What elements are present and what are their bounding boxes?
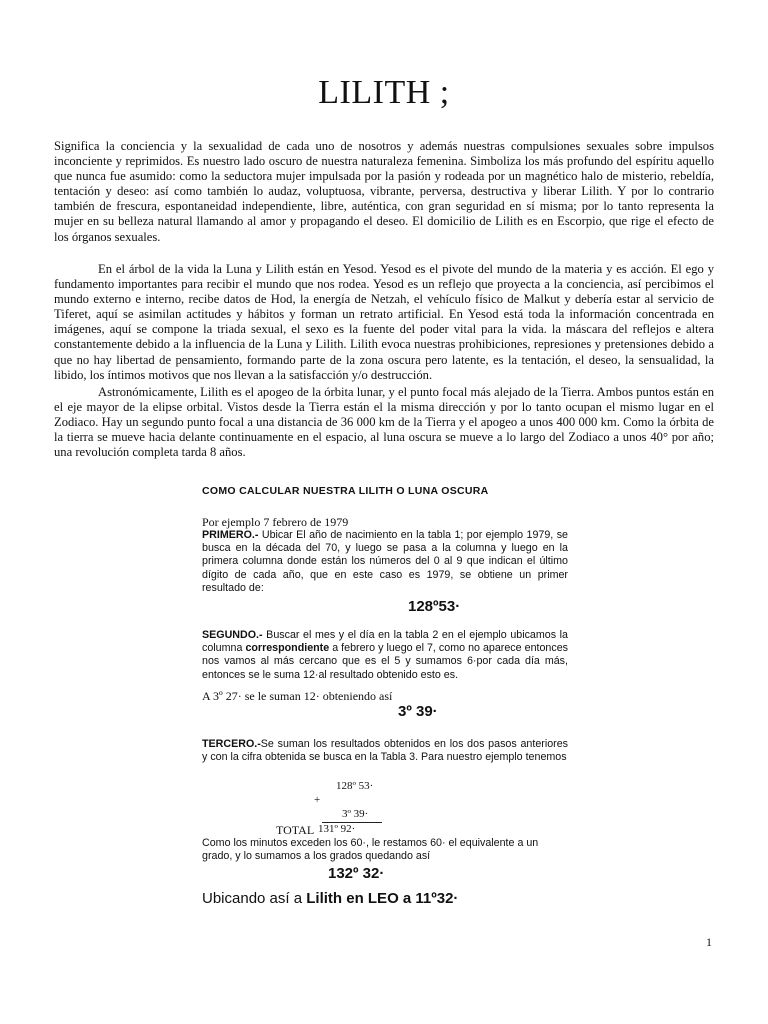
step-three (202, 738, 568, 764)
step-two-text-b: a febrero y luego el 7, como no aparece entonces nos vamos al más cercano que es el 5 y sumamos 6·por cada día más, entonces se le suma 12·al resultado obtenido esto es. (202, 642, 569, 681)
step-three-label: TERCERO.- (202, 738, 261, 750)
result-two: 3º 39· (398, 703, 438, 720)
step-two-line: A 3º 27· se le suman 12· obteniendo así (202, 689, 393, 703)
sum-total-value: 131º 92· (318, 823, 356, 835)
result-three: 132º 32· (328, 865, 385, 882)
final-bold: Lilith en LEO a 11º32· (306, 890, 459, 907)
step-one-text: Ubicar El año de nacimiento en la tabla 1; por ejemplo 1979, se busca en la década del 70, y luego se pasa a la columna y luego en la primera columna donde están los números del 0 al 9 que indican el último dígito de cada año, que en este caso es 1979, se obtiene un primer resultado de: (202, 529, 568, 594)
sum-operand-b: 3º 39· (342, 808, 369, 820)
minutes-note: Como los minutos exceden los 60·, le restamos 60· el equivalente a un grado, y lo sumamos a los grados quedando así (202, 837, 539, 863)
page-number: 1 (706, 935, 712, 949)
sum-table (202, 780, 572, 840)
sum-total-label: TOTAL (276, 823, 315, 837)
paragraph-3: Astronómicamente, Lilith es el apogeo de la órbita lunar, y el punto focal más alejado de la Tierra. Ambos puntos están en el eje mayor de la elipse orbital. Vistos desde la Tierra están el la misma dirección y por lo tanto ocupan el mismo lugar en el Zodiaco. Hay un segundo punto focal a una distancia de 36 000 km de la Tierra y el apogeo a unos 400 000 km. Como la órbita de la tierra se mueve hacia delante continuamente en el espacio, al luna oscura se mueve a lo largo del Zodiaco a unos 40° por año; una revolución completa tarda 8 años. (54, 385, 714, 460)
step-two-bold: correspondiente (245, 642, 330, 655)
step-one-label: PRIMERO.- (202, 529, 259, 541)
final-prefix: Ubicando así a (202, 890, 307, 907)
step-one (202, 529, 568, 595)
sum-operand-a: 128º 53· (336, 780, 374, 792)
step-two-label: SEGUNDO.- (202, 629, 263, 641)
calc-example: Por ejemplo 7 febrero de 1979 (202, 515, 349, 529)
paragraph-2: En el árbol de la vida la Luna y Lilith están en Yesod. Yesod es el pivote del mundo de la materia y es acción. El ego y fundamento importantes para recibir el mundo que nos rodea. Yesod es un reflejo que proyecta a la conciencia, así percibimos el mundo externo e interno, recibe datos de Hod, la energía de Netzah, el vehículo físico de Malkut y debería estar al servicio de Tiferet, aquí se asimilan actitudes y hábitos y forman un retrato artificial. En Yesod está toda la información concentrada en imágenes, aquí se compone la triada sexual, el sexo es la fuente del poder vital para la vida. la máscara del reflejos e altera constantemente debido a la influencia de la Luna y Lilith. Lilith evoca nuestras prohibiciones, represiones y pretensiones debido a que no hay libertad de pensamiento, formando parte de la zona oscura pero latente, es la tentación, el deseo, la sensualidad, la libido, los íntimos motivos que nos llevan a la satisfacción y/o destrucción. (54, 262, 714, 382)
step-three-text: Se suman los resultados obtenidos en los dos pasos anteriores y con la cifra obtenida se busca en la Tabla 3. Para nuestro ejemplo tenemos (202, 738, 568, 764)
result-one: 128º53· (408, 598, 461, 615)
step-two-text-a: Buscar el mes y el día en la tabla 2 en el ejemplo ubicamos la columna (202, 629, 568, 655)
sum-plus: + (314, 794, 321, 806)
paragraph-1: Significa la conciencia y la sexualidad de cada uno de nosotros y además nuestras compulsiones sexuales sobre impulsos inconciente y reprimidos. Es nuestro lado oscuro de nuestra naturaleza femenina. Simboliza los más profundo del espíritu aquello que nunca fue asumido: como la seductora mujer impulsada por la pasión y rodeada por un magnético halo de misterio, rebeldía, tentación y deseo: así como también lo audaz, voluptuosa, vibrante, perversa, destructiva y liberar Lilith. Y por lo contrario también de frescura, espontaneidad independiente, libre, auténtica, con gran seguridad en sí misma; por lo tanto representa la mujer en su belleza natural llamando al amor y propagando el deseo. El domicilio de Lilith es en Escorpio, que rige el efecto de los órganos sexuales. (54, 139, 714, 244)
calc-heading: COMO CALCULAR NUESTRA LILITH O LUNA OSCURA (202, 485, 489, 497)
document-title: LILITH ; (318, 74, 450, 111)
step-two (202, 629, 568, 682)
final-result (202, 890, 458, 907)
